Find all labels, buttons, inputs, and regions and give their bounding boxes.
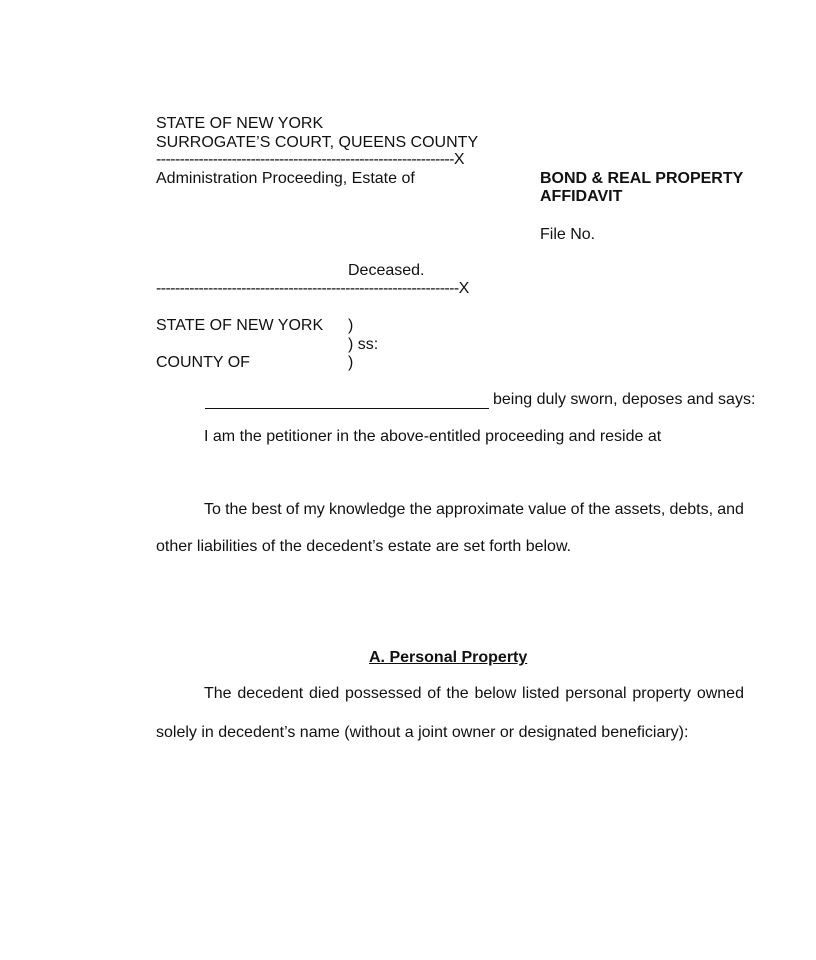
word: the [446, 685, 469, 702]
section-a-paragraph-line2: solely in decedent’s name (without a joint owner or designated beneficiary): [156, 724, 689, 741]
venue-state: STATE OF NEW YORK [156, 317, 324, 334]
venue-ss: ) ss: [348, 336, 379, 353]
word: value [528, 501, 567, 518]
word: died [308, 685, 340, 702]
word: below [474, 685, 517, 702]
word: of [285, 501, 300, 518]
file-number-label: File No. [540, 226, 596, 243]
word: decedent [237, 685, 304, 702]
word: The [204, 685, 232, 702]
caption-state: STATE OF NEW YORK [156, 115, 324, 132]
word: possessed [345, 685, 422, 702]
word: the [225, 501, 248, 518]
doc-title-line1: BOND & REAL PROPERTY [540, 170, 744, 187]
affiant-name-line[interactable] [205, 408, 489, 409]
section-a-heading: A. Personal Property [369, 649, 528, 666]
word: knowledge [328, 501, 406, 518]
word: listed [522, 685, 560, 702]
word: property [632, 685, 692, 702]
sworn-statement: being duly sworn, deposes and says: [493, 391, 756, 408]
caption-divider-top: ---------------------------------------------------------------X [156, 151, 464, 168]
knowledge-paragraph-line2: other liabilities of the decedent’s estate are set forth below. [156, 538, 572, 555]
word: of [427, 685, 441, 702]
word: of [570, 501, 585, 518]
word: best [251, 501, 282, 518]
petitioner-statement: I am the petitioner in the above-entitled proceeding and reside at [204, 428, 662, 445]
caption-deceased: Deceased. [348, 262, 425, 279]
knowledge-paragraph-line1 [204, 501, 744, 519]
word: To [204, 501, 221, 518]
word: owned [696, 685, 744, 702]
section-a-paragraph-line1 [204, 685, 744, 703]
caption-court: SURROGATE’S COURT, QUEENS COUNTY [156, 134, 479, 151]
doc-title-line2: AFFIDAVIT [540, 188, 623, 205]
word: approximate [436, 501, 525, 518]
venue-paren-2: ) [348, 354, 354, 371]
word: the [409, 501, 432, 518]
word: assets, [614, 501, 666, 518]
venue-paren-1: ) [348, 317, 354, 334]
word: the [588, 501, 611, 518]
word: my [303, 501, 325, 518]
caption-proceeding: Administration Proceeding, Estate of [156, 170, 415, 187]
word: debts, [669, 501, 714, 518]
venue-county: COUNTY OF [156, 354, 250, 371]
caption-divider-bottom: ----------------------------------------------------------------X [156, 280, 469, 297]
word: and [717, 501, 744, 518]
word: personal [565, 685, 627, 702]
